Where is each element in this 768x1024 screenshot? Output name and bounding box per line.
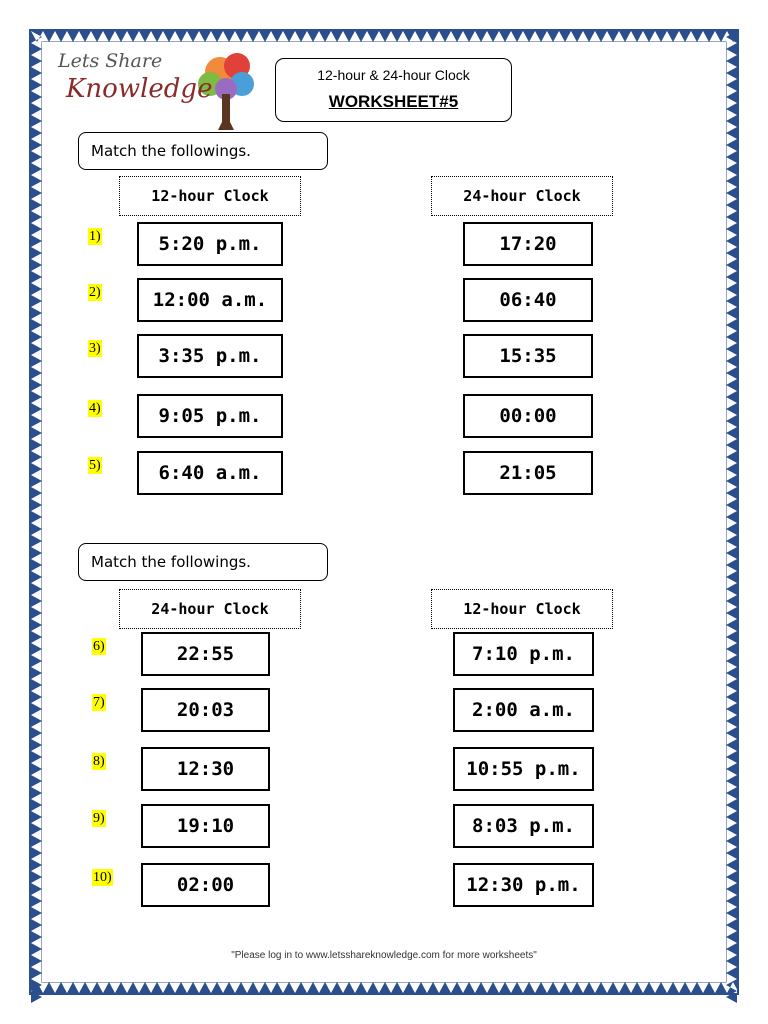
question-number: 4) — [89, 401, 101, 416]
question-number: 7) — [93, 695, 105, 710]
section2-left-header: 24-hour Clock — [119, 589, 301, 629]
left-time-box: 02:00 — [141, 863, 270, 907]
right-time-box: 00:00 — [463, 394, 593, 438]
section1-right-header: 24-hour Clock — [431, 176, 613, 216]
left-time-box: 6:40 a.m. — [137, 451, 283, 495]
left-time-box: 5:20 p.m. — [137, 222, 283, 266]
worksheet-title: WORKSHEET#5 — [328, 92, 459, 111]
logo-text-bottom: Knowledge — [66, 74, 213, 104]
left-time-box: 20:03 — [141, 688, 270, 732]
right-time-box: 15:35 — [463, 334, 593, 378]
right-time-box: 7:10 p.m. — [453, 632, 594, 676]
section2-right-header: 12-hour Clock — [431, 589, 613, 629]
left-time-box: 12:30 — [141, 747, 270, 791]
footer-note: "Please log in to www.letsshareknowledge.com for more worksheets" — [231, 950, 537, 961]
section1-instruction: Match the followings. — [78, 132, 328, 170]
left-time-box: 9:05 p.m. — [137, 394, 283, 438]
right-time-box: 2:00 a.m. — [453, 688, 594, 732]
question-number: 10) — [93, 870, 112, 885]
question-number: 1) — [89, 229, 101, 244]
right-time-box: 17:20 — [463, 222, 593, 266]
question-number: 6) — [93, 639, 105, 654]
logo-text-top: Lets Share — [58, 50, 163, 72]
question-number: 8) — [93, 754, 105, 769]
left-time-box: 22:55 — [141, 632, 270, 676]
left-time-box: 19:10 — [141, 804, 270, 848]
right-time-box: 21:05 — [463, 451, 593, 495]
right-time-box: 06:40 — [463, 278, 593, 322]
right-time-box: 8:03 p.m. — [453, 804, 594, 848]
question-number: 3) — [89, 341, 101, 356]
worksheet-subtitle: 12-hour & 24-hour Clock — [317, 67, 470, 83]
logo — [50, 44, 265, 134]
question-number: 5) — [89, 458, 101, 473]
left-time-box: 3:35 p.m. — [137, 334, 283, 378]
left-time-box: 12:00 a.m. — [137, 278, 283, 322]
right-time-box: 12:30 p.m. — [453, 863, 594, 907]
question-number: 9) — [93, 811, 105, 826]
section2-instruction: Match the followings. — [78, 543, 328, 581]
right-time-box: 10:55 p.m. — [453, 747, 594, 791]
section1-left-header: 12-hour Clock — [119, 176, 301, 216]
worksheet-header — [275, 58, 512, 122]
question-number: 2) — [89, 285, 101, 300]
